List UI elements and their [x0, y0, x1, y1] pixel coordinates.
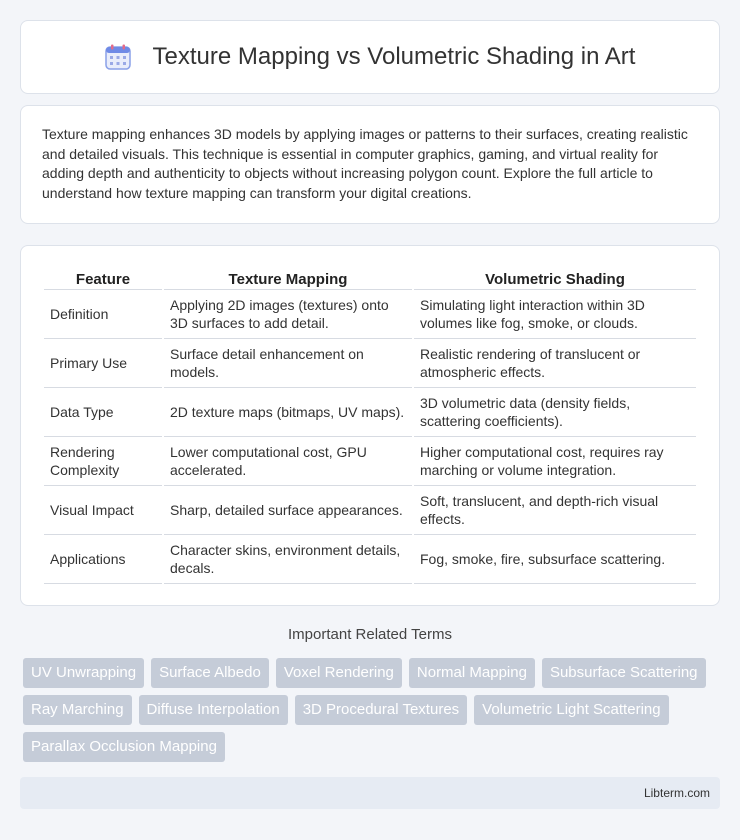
- related-term-tag[interactable]: Normal Mapping: [409, 658, 535, 688]
- texture-cell: Applying 2D images (textures) onto 3D surfaces to add detail.: [164, 290, 412, 339]
- table-row: [44, 486, 696, 535]
- volumetric-cell: Simulating light interaction within 3D volumes like fog, smoke, or clouds.: [414, 290, 696, 339]
- page-title: Texture Mapping vs Volumetric Shading in Art: [152, 43, 636, 70]
- table-header-row: [44, 266, 696, 290]
- related-term-tag[interactable]: 3D Procedural Textures: [295, 695, 467, 725]
- feature-cell: Data Type: [44, 388, 162, 437]
- volumetric-cell: Soft, translucent, and depth-rich visual effects.: [414, 486, 696, 535]
- header-feature: Feature: [44, 266, 162, 290]
- feature-cell: Definition: [44, 290, 162, 339]
- volumetric-cell: Realistic rendering of translucent or atmospheric effects.: [414, 339, 696, 388]
- related-term-tag[interactable]: Volumetric Light Scattering: [474, 695, 668, 725]
- comparison-table: [42, 266, 698, 584]
- related-term-tag[interactable]: Surface Albedo: [151, 658, 269, 688]
- header-texture-mapping: Texture Mapping: [164, 266, 412, 290]
- calendar-icon: [105, 44, 131, 70]
- texture-cell: Surface detail enhancement on models.: [164, 339, 412, 388]
- feature-cell: Rendering Complexity: [44, 437, 162, 486]
- volumetric-cell: Fog, smoke, fire, subsurface scattering.: [414, 535, 696, 584]
- texture-cell: 2D texture maps (bitmaps, UV maps).: [164, 388, 412, 437]
- table-row: [44, 339, 696, 388]
- table-row: [44, 290, 696, 339]
- table-row: [44, 388, 696, 437]
- texture-cell: Sharp, detailed surface appearances.: [164, 486, 412, 535]
- volumetric-cell: Higher computational cost, requires ray marching or volume integration.: [414, 437, 696, 486]
- feature-cell: Primary Use: [44, 339, 162, 388]
- related-term-tag[interactable]: Parallax Occlusion Mapping: [23, 732, 225, 762]
- related-term-tag[interactable]: Voxel Rendering: [276, 658, 402, 688]
- texture-cell: Lower computational cost, GPU accelerated.: [164, 437, 412, 486]
- related-term-tag[interactable]: Subsurface Scattering: [542, 658, 706, 688]
- intro-text: Texture mapping enhances 3D models by applying images or patterns to their surfaces, creating realistic and detailed visuals. This technique is essential in computer graphics, gaming, and virtual reality for adding depth and authenticity to objects without increasing polygon count. Explore the full article to understand how texture mapping can transform your digital creations.: [42, 126, 688, 201]
- feature-cell: Applications: [44, 535, 162, 584]
- related-term-tag[interactable]: Diffuse Interpolation: [139, 695, 288, 725]
- related-terms-title: Important Related Terms: [288, 626, 452, 643]
- related-term-tag[interactable]: UV Unwrapping: [23, 658, 144, 688]
- volumetric-cell: 3D volumetric data (density fields, scattering coefficients).: [414, 388, 696, 437]
- footer: [20, 777, 720, 809]
- footer-site-link[interactable]: Libterm.com: [643, 786, 710, 800]
- table-row: [44, 437, 696, 486]
- comparison-card: [20, 245, 720, 606]
- related-term-tag[interactable]: Ray Marching: [23, 695, 132, 725]
- texture-cell: Character skins, environment details, decals.: [164, 535, 412, 584]
- header-volumetric-shading: Volumetric Shading: [414, 266, 696, 290]
- intro-card: [20, 105, 720, 224]
- header-card: [20, 20, 720, 94]
- feature-cell: Visual Impact: [44, 486, 162, 535]
- related-terms-list: [23, 658, 723, 762]
- table-row: [44, 535, 696, 584]
